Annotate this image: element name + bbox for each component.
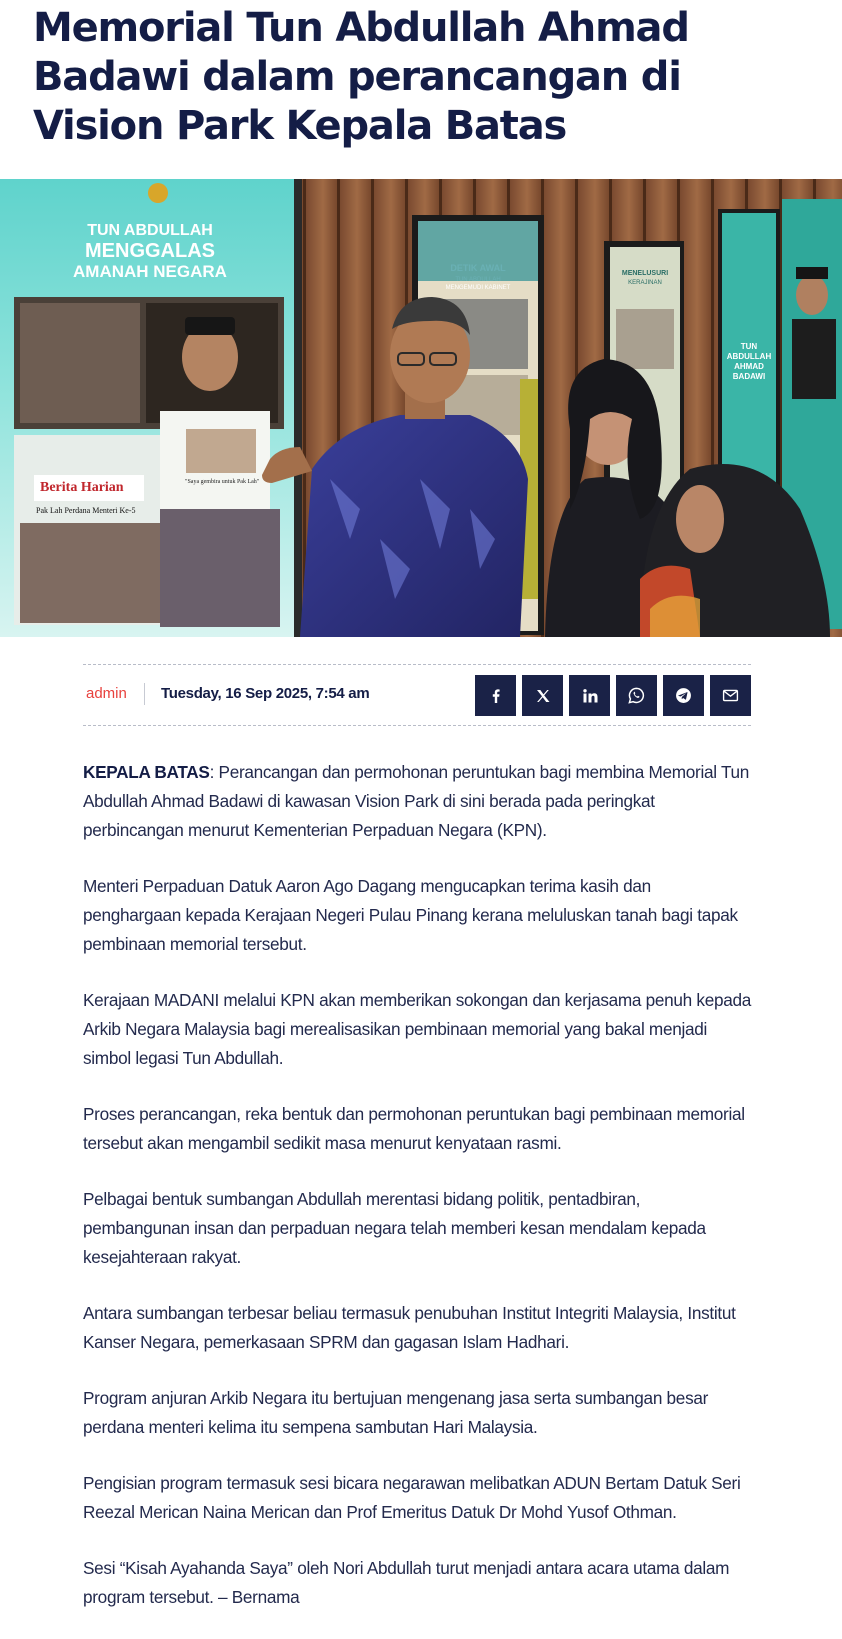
share-buttons <box>475 675 751 716</box>
share-email-button[interactable] <box>710 675 751 716</box>
facebook-icon <box>488 688 504 704</box>
banner-2-line3: MENGEMUDI KABINET <box>445 285 511 291</box>
clipping-caption: "Saya gembira untuk Pak Lah" <box>185 479 260 485</box>
linkedin-icon <box>582 688 598 704</box>
author-link[interactable]: admin <box>86 685 127 702</box>
banner-main <box>0 179 302 637</box>
article-title: Memorial Tun Abdullah Ahmad Badawi dalam perancangan di Vision Park Kepala Batas <box>33 5 689 149</box>
email-icon <box>722 687 739 704</box>
article-lead-paragraph <box>83 758 751 845</box>
article-meta-bar <box>83 664 751 726</box>
x-icon <box>535 688 551 704</box>
article-paragraph: Antara sumbangan terbesar beliau termasuk penubuhan Institut Integriti Malaysia, Institut Kanser Negara, pemerkasaan SPRM dan gagasan Islam Hadhari. <box>83 1303 736 1352</box>
publish-date: Tuesday, 16 Sep 2025, 7:54 am <box>161 685 370 702</box>
telegram-icon <box>675 687 692 704</box>
banner-main-line3: AMANAH NEGARA <box>73 262 227 281</box>
dateline: KEPALA BATAS <box>83 762 210 782</box>
banner-3-line2: KERAJINAN <box>628 280 662 286</box>
article-body <box>83 758 751 1639</box>
article-paragraph: Pelbagai bentuk sumbangan Abdullah merentasi bidang politik, pentadbiran, pembangunan insan dan perpaduan negara telah memberi kesan mendalam kepada kesejahteraan rakyat. <box>83 1189 706 1267</box>
banner-main-line2: MENGGALAS <box>85 240 215 262</box>
article-paragraph: Program anjuran Arkib Negara itu bertujuan mengenang jasa serta sumbangan besar perdana menteri kelima itu sempena sambutan Hari Malaysia. <box>83 1388 709 1437</box>
banner-4-line3: AHMAD <box>734 362 764 371</box>
article-paragraph: Menteri Perpaduan Datuk Aaron Ago Dagang mengucapkan terima kasih dan penghargaan kepada Kerajaan Negeri Pulau Pinang kerana meluluskan tanah bagi tapak pembinaan memorial tersebut. <box>83 876 738 954</box>
share-linkedin-button[interactable] <box>569 675 610 716</box>
share-x-button[interactable] <box>522 675 563 716</box>
banner-4-line1: TUN <box>740 342 758 351</box>
share-facebook-button[interactable] <box>475 675 516 716</box>
whatsapp-icon <box>628 687 645 704</box>
newspaper-headline: Pak Lah Perdana Menteri Ke-5 <box>36 506 136 515</box>
share-whatsapp-button[interactable] <box>616 675 657 716</box>
article-paragraph: Proses perancangan, reka bentuk dan permohonan peruntukan bagi pembinaan memorial tersebut akan mengambil sedikit masa menurut kenyataan rasmi. <box>83 1104 745 1153</box>
article-paragraph: Pengisian program termasuk sesi bicara negarawan melibatkan ADUN Bertam Datuk Seri Reezal Merican Naina Merican dan Prof Emeritus Datuk Dr Mohd Yusof Othman. <box>83 1473 741 1522</box>
article-paragraph: Sesi “Kisah Ayahanda Saya” oleh Nori Abdullah turut menjadi antara acara utama dalam program tersebut. – Bernama <box>83 1558 730 1607</box>
banner-4-line4: BADAWI <box>732 372 766 381</box>
newspaper-masthead: Berita Harian <box>40 480 124 495</box>
banner-main-line1: TUN ABDULLAH <box>87 222 213 239</box>
article-paragraph: Kerajaan MADANI melalui KPN akan memberikan sokongan dan kerjasama penuh kepada Arkib Negara Malaysia bagi merealisasikan pembinaan memorial yang bakal menjadi simbol legasi Tun Abdullah. <box>83 990 752 1068</box>
banner-3-line1: MENELUSURI <box>621 270 669 277</box>
meta-separator <box>144 683 145 705</box>
banner-4-line2: ABDULLAH <box>726 352 772 361</box>
lead-text: : Perancangan dan permohonan peruntukan bagi membina Memorial Tun Abdullah Ahmad Badawi di kawasan Vision Park di sini berada pada peringkat perbincangan menurut Kementerian Perpaduan Negara (KPN). <box>83 762 750 840</box>
hero-image <box>0 179 842 637</box>
share-telegram-button[interactable] <box>663 675 704 716</box>
